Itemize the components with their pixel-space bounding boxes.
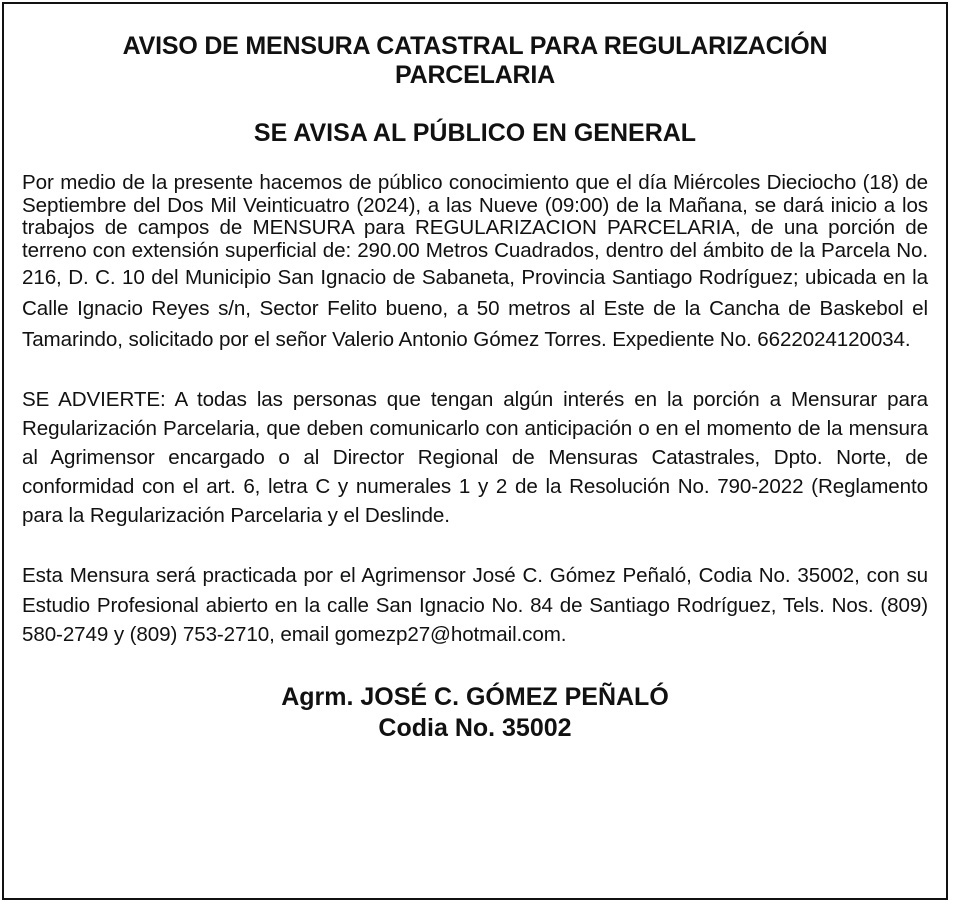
signature-block xyxy=(4,682,946,744)
notice-frame xyxy=(2,2,948,900)
signature-codia: Codia No. 35002 xyxy=(378,713,572,742)
signature-name: Agrm. JOSÉ C. GÓMEZ PEÑALÓ xyxy=(281,682,669,711)
notice-title-line1: AVISO DE MENSURA CATASTRAL PARA REGULARIZACIÓN xyxy=(122,32,828,60)
notice-title xyxy=(44,32,906,90)
notice-title-line2: PARCELARIA xyxy=(394,61,556,89)
notice-paragraph-announcement xyxy=(22,172,928,355)
notice-paragraph-surveyor: Esta Mensura será practicada por el Agrimensor José C. Gómez Peñaló, Codia No. 35002, con su Estudio Profesional abierto en la calle San Ignacio No. 84 de Santiago Rodríguez, Tels. Nos. (809) 580-2749 y (809) 753-2710, email gomezp27@hotmail.com. xyxy=(22,564,928,646)
notice-paragraph-warning: SE ADVIERTE: A todas las personas que tengan algún interés en la porción a Mensurar para Regularización Parcelaria, que deben comunicarlo con anticipación o en el momento de la mensura al Agrimensor encargado o al Director Regional de Mensuras Catastrales, Dpto. Norte, de conformidad con el art. 6, letra C y numerales 1 y 2 de la Resolución No. 790-2022 (Reglamento para la Regularización Parcelaria y el Deslinde. xyxy=(22,388,928,527)
announcement-text-part2: ubicada en la Calle Ignacio Reyes s/n, Sector Felito bueno, a 50 metros al Este de la Cancha de Baskebol el Tamarindo, solicitado por el señor Valerio Antonio Gómez Torres. Expediente No. 6622024120034. xyxy=(22,266,929,351)
announcement-text-part1: Por medio de la presente hacemos de público conocimiento que el día Miércoles Dieciocho (18) de Septiembre del Dos Mil Veinticuatro (2024), a las Nueve (09:00) de la Mañana, se dará inicio a los trabajos de campos de MENSURA para REGULARIZACION PARCELARIA, de una porción de terreno con extensión superficial de: 290.00 Metros Cuadrados, dentro del ámbito de la Parcela No. 216, D. C. 10 del Municipio San Ignacio de Sabaneta, Provincia Santiago Rodríguez; xyxy=(22,171,928,289)
notice-subtitle: SE AVISA AL PÚBLICO EN GENERAL xyxy=(253,119,697,147)
